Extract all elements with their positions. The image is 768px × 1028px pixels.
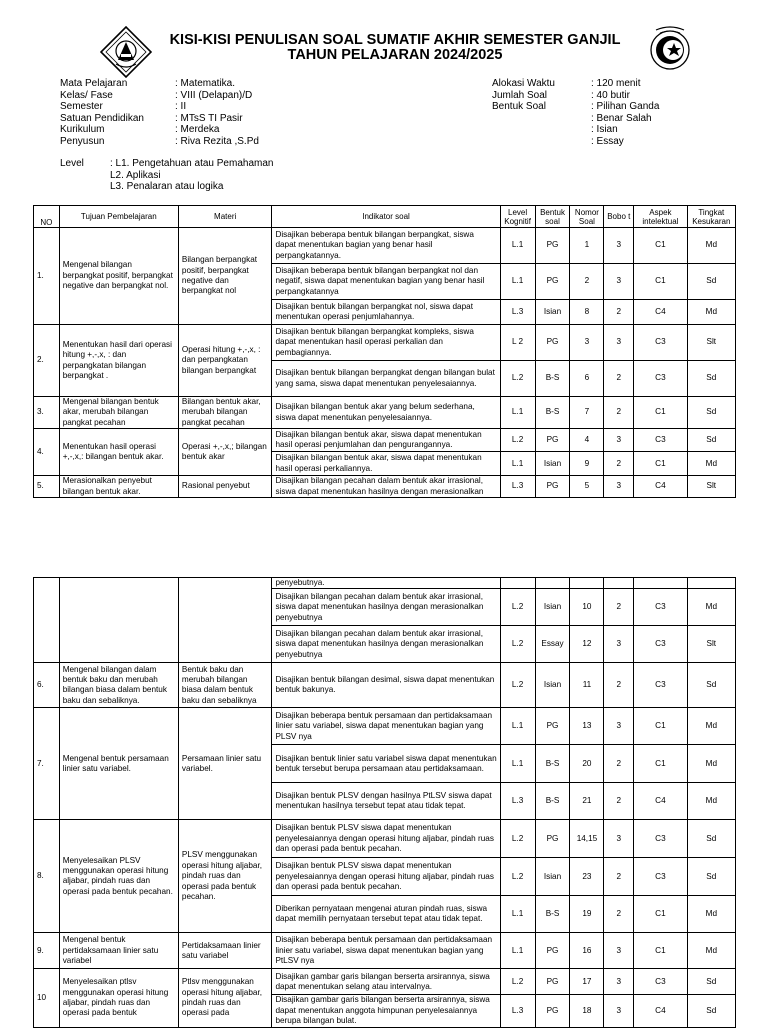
nomor-cell: 2 <box>570 264 604 300</box>
indikator-cell: Disajikan beberapa bentuk bilangan berpangkat, siswa dapat menentukan bagian yang benar hasil perpangkatannya. <box>272 228 500 264</box>
bobot-cell: 2 <box>604 745 634 783</box>
indikator-cell: Disajikan bilangan bentuk akar yang belum sederhana, siswa dapat menentukan penyelesaiannya. <box>272 397 500 429</box>
title-line-2: TAHUN PELAJARAN 2024/2025 <box>287 47 503 63</box>
tingkat-cell: Sd <box>687 397 735 429</box>
tingkat-cell: Sd <box>687 969 735 995</box>
table-row <box>34 429 736 452</box>
bobot-cell: 3 <box>604 626 634 663</box>
materi-cell: Operasi +,-,x,; bilangan bentuk akar <box>178 429 272 476</box>
level-cell: L.2 <box>500 626 535 663</box>
nomor-cell: 8 <box>570 300 604 325</box>
nomor-cell: 4 <box>570 429 604 452</box>
tingkat-cell: Sd <box>687 995 735 1027</box>
nomor-cell: 11 <box>570 663 604 708</box>
header-tujuan: Tujuan Pembelajaran <box>59 206 178 228</box>
tingkat-cell: Slt <box>687 476 735 498</box>
bobot-cell: 2 <box>604 663 634 708</box>
info-label: Kurikulum <box>60 124 105 136</box>
indikator-cell: Disajikan gambar garis bilangan berserta arsirannya, siswa dapat menentukan selang atau intervalnya. <box>272 969 500 995</box>
bentuk-cell: B-S <box>535 783 570 820</box>
bentuk-cell: B-S <box>535 361 570 397</box>
aspek-cell: C3 <box>634 429 687 452</box>
aspek-cell: C4 <box>634 995 687 1027</box>
bentuk-cell: PG <box>535 476 570 498</box>
bentuk-cell: PG <box>535 820 570 858</box>
materi-cell: Ptlsv menggunakan operasi hitung aljabar, pindah ruas dan operasi pada <box>178 969 272 1027</box>
nomor-cell: 5 <box>570 476 604 498</box>
info-label: Semester <box>60 101 103 113</box>
bentuk-cell: B-S <box>535 896 570 933</box>
indikator-cell: Disajikan bentuk PLSV dengan hasilnya PtLSV siswa dapat menentukan hasilnya tersebut tepat atau tidak tepat. <box>272 783 500 820</box>
level-cell: L.3 <box>500 783 535 820</box>
bobot-cell: 3 <box>604 325 634 361</box>
materi-cell: Bilangan berpangkat positif, berpangkat negative dan berpangkat nol <box>178 228 272 325</box>
level-cell: L 2 <box>500 325 535 361</box>
nomor-cell: 13 <box>570 708 604 745</box>
header-level: Level Kognitif <box>500 206 535 228</box>
level-cell: L.1 <box>500 933 535 969</box>
table-row <box>34 933 736 969</box>
tingkat-cell: Slt <box>687 626 735 663</box>
nomor-cell: 7 <box>570 397 604 429</box>
level-cell: L.1 <box>500 228 535 264</box>
tujuan-cell: Menentukan hasil operasi +,-,x,: bilangan bentuk akar. <box>59 429 178 476</box>
info-row <box>60 90 259 102</box>
tujuan-cell: Mengenal bilangan bentuk akar, merubah bilangan pangkat pecahan <box>59 397 178 429</box>
info-row <box>60 113 259 125</box>
info-row <box>492 78 659 90</box>
info-value: : 40 butir <box>591 89 630 101</box>
indikator-cell: Disajikan bentuk PLSV siswa dapat menentukan penyelesaiannya dengan operasi hitung aljabar, pindah ruas dan operasi pada bentuk pecahan. <box>272 820 500 858</box>
nomor-cell <box>570 578 604 589</box>
indikator-cell: Disajikan bilangan bentuk akar, siswa dapat menentukan hasil operasi perkaliannya. <box>272 452 500 476</box>
bentuk-cell: PG <box>535 995 570 1027</box>
row-number: 5. <box>34 476 60 498</box>
info-value: : MTsS TI Pasir <box>175 112 243 124</box>
info-label <box>492 124 591 136</box>
bobot-cell <box>604 578 634 589</box>
tingkat-cell: Sd <box>687 429 735 452</box>
info-value: : Benar Salah <box>591 112 652 124</box>
level-cell: L.1 <box>500 264 535 300</box>
tujuan-cell: Mengenal bilangan dalam bentuk baku dan merubah bilangan biasa dalam bentuk baku dan sebaliknya. <box>59 663 178 708</box>
info-row <box>60 124 259 136</box>
indikator-cell: Disajikan bentuk bilangan berpangkat nol, siswa dapat menentukan operasi penjumlahannya. <box>272 300 500 325</box>
row-number: 9. <box>34 933 60 969</box>
aspek-cell: C3 <box>634 325 687 361</box>
bobot-cell: 3 <box>604 429 634 452</box>
aspek-cell: C3 <box>634 361 687 397</box>
document-title <box>150 33 640 63</box>
bobot-cell: 3 <box>604 228 634 264</box>
indikator-cell: Diberikan pernyataan mengenai aturan pindah ruas, siswa dapat memilih pernyataan tersebut tepat atau tidak tepat. <box>272 896 500 933</box>
row-number: 8. <box>34 820 60 933</box>
level-cell: L.2 <box>500 663 535 708</box>
bobot-cell: 3 <box>604 995 634 1027</box>
info-label: Alokasi Waktu <box>492 78 555 89</box>
level-cell: L.3 <box>500 995 535 1027</box>
bentuk-cell: PG <box>535 325 570 361</box>
level-cell: L.1 <box>500 452 535 476</box>
bobot-cell: 2 <box>604 300 634 325</box>
kisi-kisi-table-page1 <box>33 205 736 498</box>
tujuan-cell: Mengenal bentuk pertidaksamaan linier satu variabel <box>59 933 178 969</box>
row-number: 3. <box>34 397 60 429</box>
info-value: : Merdeka <box>175 124 220 136</box>
aspek-cell: C1 <box>634 228 687 264</box>
indikator-cell: Disajikan bilangan pecahan dalam bentuk akar irrasional, siswa dapat menentukan hasilnya dengan merasionalkan <box>272 476 500 498</box>
bobot-cell: 2 <box>604 896 634 933</box>
materi-cell: PLSV menggunakan operasi hitung aljabar, pindah ruas dan operasi pada bentuk pecahan. <box>178 820 272 933</box>
row-number <box>34 578 60 663</box>
info-label: Kelas/ Fase <box>60 89 113 101</box>
nomor-cell: 12 <box>570 626 604 663</box>
tingkat-cell <box>687 578 735 589</box>
info-value: : Isian <box>591 124 618 136</box>
materi-cell: Rasional penyebut <box>178 476 272 498</box>
tingkat-cell: Md <box>687 452 735 476</box>
level-cell: L.1 <box>500 397 535 429</box>
aspek-cell: C1 <box>634 708 687 745</box>
nomor-cell: 14,15 <box>570 820 604 858</box>
kisi-kisi-table-page2 <box>33 577 736 1028</box>
info-value: : II <box>175 101 187 113</box>
row-number: 10 <box>34 969 60 1027</box>
bentuk-cell: Isian <box>535 663 570 708</box>
level-cell: L.1 <box>500 745 535 783</box>
indikator-cell: Disajikan beberapa bentuk persamaan dan pertidaksamaan linier satu variabel, siswa dapat menentukan bagian yang PtLSV nya <box>272 933 500 969</box>
info-right-block <box>492 78 659 148</box>
table-row <box>34 708 736 745</box>
table-row <box>34 578 736 589</box>
nomor-cell: 9 <box>570 452 604 476</box>
indikator-cell: Disajikan gambar garis bilangan berserta arsirannya, siswa dapat menentukan anggota himpunan penyelesaiannya berupa bilangan bulat. <box>272 995 500 1027</box>
aspek-cell: C1 <box>634 452 687 476</box>
materi-cell: Bentuk baku dan merubah bilangan biasa dalam bentuk baku dan sebaliknya <box>178 663 272 708</box>
tingkat-cell: Slt <box>687 325 735 361</box>
bentuk-cell: PG <box>535 429 570 452</box>
indikator-cell: penyebutnya. <box>272 578 500 589</box>
bentuk-cell: PG <box>535 228 570 264</box>
table-row <box>34 820 736 858</box>
tingkat-cell: Sd <box>687 361 735 397</box>
tingkat-cell: Md <box>687 708 735 745</box>
nomor-cell: 16 <box>570 933 604 969</box>
level-cell <box>500 578 535 589</box>
levels-legend <box>60 158 273 193</box>
table-row <box>34 476 736 498</box>
tujuan-cell: Mengenal bentuk persamaan linier satu variabel. <box>59 708 178 820</box>
bentuk-cell: Isian <box>535 452 570 476</box>
indikator-cell: Disajikan bilangan pecahan dalam bentuk akar irrasional, siswa dapat menentukan hasilnya dengan merasionalkan penyebutnya <box>272 626 500 663</box>
aspek-cell: C3 <box>634 820 687 858</box>
info-value: : VIII (Delapan)/D <box>175 89 253 101</box>
bentuk-cell: Isian <box>535 300 570 325</box>
nomor-cell: 17 <box>570 969 604 995</box>
bobot-cell: 3 <box>604 264 634 300</box>
indikator-cell: Disajikan bentuk bilangan berpangkat kompleks, siswa dapat menentukan hasil operasi perkalian dan pembagiannya. <box>272 325 500 361</box>
level-item: : L1. Pengetahuan atau Pemahaman <box>110 158 274 169</box>
row-number: 1. <box>34 228 60 325</box>
tingkat-cell: Md <box>687 589 735 626</box>
info-left-block <box>60 78 259 148</box>
bentuk-cell: B-S <box>535 397 570 429</box>
nomor-cell: 19 <box>570 896 604 933</box>
row-number: 4. <box>34 429 60 476</box>
info-row <box>60 78 259 90</box>
header-no: NO <box>34 206 60 228</box>
level-cell: L.2 <box>500 820 535 858</box>
bobot-cell: 3 <box>604 820 634 858</box>
bobot-cell: 3 <box>604 708 634 745</box>
tingkat-cell: Md <box>687 783 735 820</box>
info-value: : Essay <box>591 135 624 147</box>
bobot-cell: 2 <box>604 589 634 626</box>
table-row <box>34 325 736 361</box>
bobot-cell: 3 <box>604 933 634 969</box>
bobot-cell: 2 <box>604 361 634 397</box>
table-row <box>34 663 736 708</box>
tingkat-cell: Md <box>687 300 735 325</box>
header-materi: Materi <box>178 206 272 228</box>
school-logo-left <box>100 26 152 78</box>
materi-cell: Operasi hitung +,-,x, : dan perpangkatan bilangan berpangkat <box>178 325 272 397</box>
header-indikator: Indikator soal <box>272 206 500 228</box>
tujuan-cell: Menyelesaikan ptlsv menggunakan operasi hitung aljabar, pindah ruas dan operasi pada bentuk <box>59 969 178 1027</box>
aspek-cell: C4 <box>634 476 687 498</box>
row-number: 6. <box>34 663 60 708</box>
bobot-cell: 3 <box>604 969 634 995</box>
table-row <box>34 397 736 429</box>
header-aspek: Aspek intelektual <box>634 206 687 228</box>
bentuk-cell: PG <box>535 933 570 969</box>
levels-label: Level <box>60 158 84 169</box>
bentuk-cell: Isian <box>535 589 570 626</box>
aspek-cell: C3 <box>634 969 687 995</box>
indikator-cell: Disajikan beberapa bentuk persamaan dan pertidaksamaan linier satu variabel, siswa dapat menentukan bagian yang PLSV nya <box>272 708 500 745</box>
header-bobot: Bobo t <box>604 206 634 228</box>
level-cell: L.2 <box>500 429 535 452</box>
nomor-cell: 1 <box>570 228 604 264</box>
level-item: L3. Penalaran atau logika <box>110 181 224 193</box>
nomor-cell: 21 <box>570 783 604 820</box>
nomor-cell: 20 <box>570 745 604 783</box>
bobot-cell: 2 <box>604 858 634 896</box>
aspek-cell: C3 <box>634 589 687 626</box>
bobot-cell: 2 <box>604 452 634 476</box>
tujuan-cell: Mengenal bilangan berpangkat positif, berpangkat negative dan berpangkat nol. <box>59 228 178 325</box>
aspek-cell: C4 <box>634 783 687 820</box>
row-number: 2. <box>34 325 60 397</box>
level-cell: L.2 <box>500 969 535 995</box>
bentuk-cell: Isian <box>535 858 570 896</box>
table-row <box>34 228 736 264</box>
tingkat-cell: Sd <box>687 264 735 300</box>
info-row <box>492 101 659 113</box>
nomor-cell: 6 <box>570 361 604 397</box>
bobot-cell: 2 <box>604 783 634 820</box>
aspek-cell: C1 <box>634 397 687 429</box>
aspek-cell: C1 <box>634 264 687 300</box>
bentuk-cell: PG <box>535 264 570 300</box>
header-bentuk: Bentuk soal <box>535 206 570 228</box>
header-tingkat: Tingkat Kesukaran <box>687 206 735 228</box>
aspek-cell: C4 <box>634 300 687 325</box>
indikator-cell: Disajikan bilangan pecahan dalam bentuk akar irrasional, siswa dapat menentukan hasilnya dengan merasionalkan penyebutnya <box>272 589 500 626</box>
tujuan-cell: Menyelesaikan PLSV menggunakan operasi hitung aljabar, pindah ruas dan operasi pada bentuk pecahan. <box>59 820 178 933</box>
table-header-row <box>34 206 736 228</box>
info-row <box>60 101 259 113</box>
bobot-cell: 3 <box>604 476 634 498</box>
tujuan-cell: Merasionalkan penyebut bilangan bentuk akar. <box>59 476 178 498</box>
aspek-cell: C1 <box>634 933 687 969</box>
aspek-cell: C3 <box>634 626 687 663</box>
info-label: Penyusun <box>60 135 105 147</box>
tingkat-cell: Sd <box>687 820 735 858</box>
nomor-cell: 18 <box>570 995 604 1027</box>
info-label <box>492 136 591 148</box>
info-value: : 120 menit <box>591 78 641 89</box>
materi-cell: Pertidaksamaan linier satu variabel <box>178 933 272 969</box>
indikator-cell: Disajikan beberapa bentuk bilangan berpangkat nol dan negatif, siswa dapat menentukan bagian yang benar hasil perpangkatannya <box>272 264 500 300</box>
tingkat-cell: Sd <box>687 858 735 896</box>
organization-logo-right <box>644 22 696 74</box>
level-cell: L.2 <box>500 361 535 397</box>
level-cell: L.1 <box>500 896 535 933</box>
info-value: : Matematika. <box>175 78 236 89</box>
info-row <box>492 113 659 125</box>
info-row <box>492 136 659 148</box>
bobot-cell: 2 <box>604 397 634 429</box>
aspek-cell: C1 <box>634 745 687 783</box>
level-cell: L.2 <box>500 589 535 626</box>
bentuk-cell: B-S <box>535 745 570 783</box>
info-label <box>492 113 591 125</box>
header-nomor: Nomor Soal <box>570 206 604 228</box>
aspek-cell: C3 <box>634 663 687 708</box>
info-value: : Riva Rezita ,S.Pd <box>175 135 259 147</box>
aspek-cell <box>634 578 687 589</box>
level-item: L2. Aplikasi <box>110 169 161 181</box>
materi-cell <box>178 578 272 663</box>
bentuk-cell: PG <box>535 708 570 745</box>
row-number: 7. <box>34 708 60 820</box>
tingkat-cell: Md <box>687 933 735 969</box>
level-cell: L.3 <box>500 300 535 325</box>
tingkat-cell: Md <box>687 896 735 933</box>
tujuan-cell <box>59 578 178 663</box>
indikator-cell: Disajikan bentuk bilangan desimal, siswa dapat menentukan bentuk bakunya. <box>272 663 500 708</box>
title-line-1: KISI-KISI PENULISAN SOAL SUMATIF AKHIR SEMESTER GANJIL <box>169 32 621 48</box>
tingkat-cell: Md <box>687 228 735 264</box>
info-label: Jumlah Soal <box>492 89 548 101</box>
materi-cell: Persamaan linier satu variabel. <box>178 708 272 820</box>
nomor-cell: 3 <box>570 325 604 361</box>
aspek-cell: C3 <box>634 858 687 896</box>
info-row <box>492 124 659 136</box>
tingkat-cell: Sd <box>687 663 735 708</box>
bentuk-cell: Essay <box>535 626 570 663</box>
bentuk-cell <box>535 578 570 589</box>
level-cell: L.2 <box>500 858 535 896</box>
info-label: Bentuk Soal <box>492 101 546 113</box>
tingkat-cell: Md <box>687 745 735 783</box>
indikator-cell: Disajikan bentuk PLSV siswa dapat menentukan penyelesaiannya dengan operasi hitung aljabar, pindah ruas dan operasi pada bentuk pecahan. <box>272 858 500 896</box>
tujuan-cell: Menentukan hasil dari operasi hitung +,-,x, : dan perpangkatan bilangan berpangkat . <box>59 325 178 397</box>
info-label: Satuan Pendidikan <box>60 112 144 124</box>
aspek-cell: C1 <box>634 896 687 933</box>
info-label: Mata Pelajaran <box>60 78 128 89</box>
indikator-cell: Disajikan bilangan bentuk akar, siswa dapat menentukan hasil operasi penjumlahan dan pengurangannya. <box>272 429 500 452</box>
level-cell: L.1 <box>500 708 535 745</box>
indikator-cell: Disajikan bentuk linier satu variabel siswa dapat menentukan bentuk tersebut berupa persamaan atau pertidaksamaan. <box>272 745 500 783</box>
nomor-cell: 23 <box>570 858 604 896</box>
nomor-cell: 10 <box>570 589 604 626</box>
info-row <box>60 136 259 148</box>
info-row <box>492 90 659 102</box>
bentuk-cell: PG <box>535 969 570 995</box>
level-cell: L.3 <box>500 476 535 498</box>
indikator-cell: Disajikan bentuk bilangan berpangkat dengan bilangan bulat yang sama, siswa dapat menentukan penyelesaiannya. <box>272 361 500 397</box>
table-row <box>34 969 736 995</box>
info-value: : Pilihan Ganda <box>591 101 660 113</box>
materi-cell: Bilangan bentuk akar, merubah bilangan pangkat pecahan <box>178 397 272 429</box>
